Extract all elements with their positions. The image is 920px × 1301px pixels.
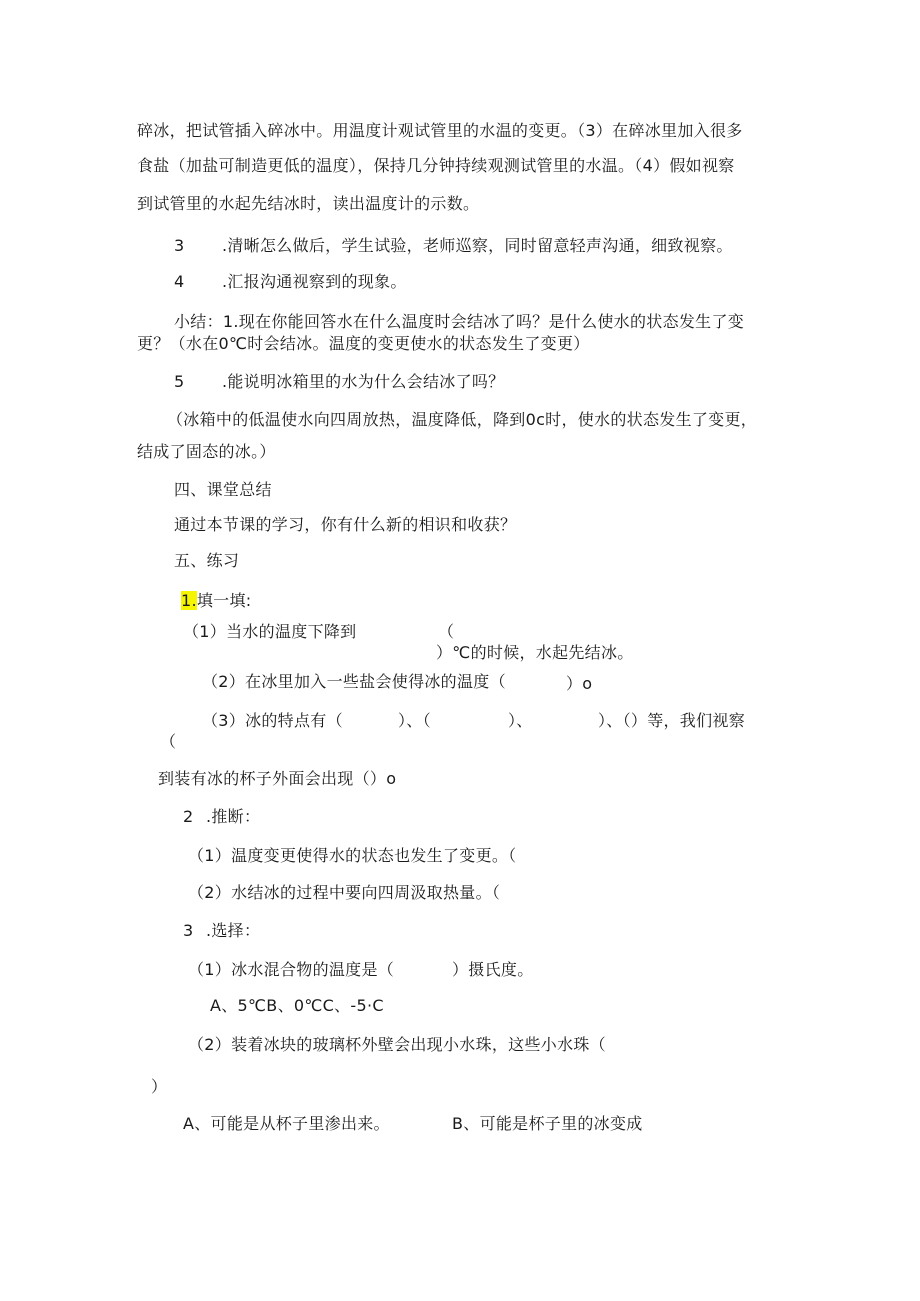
blank-paren: ） xyxy=(151,1077,168,1096)
summary-line: 小结：1.现在你能回答水在什么温度时会结冰了吗？是什么使水的状态发生了变 xyxy=(174,312,745,331)
question-label: .选择： xyxy=(206,921,261,940)
question-line: ）摄氏度。 xyxy=(452,960,534,979)
question-1-heading xyxy=(181,591,251,611)
question-line: （2）水结冰的过程中要向四周汲取热量。（ xyxy=(188,883,501,902)
section-heading: 四、课堂总结 xyxy=(174,480,272,499)
blank-paren: （ xyxy=(160,732,177,751)
paragraph-line: 到试管里的水起先结冰时，读出温度计的示数。 xyxy=(137,194,480,213)
question-label: 填一填: xyxy=(196,591,252,610)
section-heading: 五、练习 xyxy=(174,551,240,570)
step-text: .汇报沟通视察到的现象。 xyxy=(222,272,407,291)
answer-options: A、5℃B、0℃C、-5·C xyxy=(210,996,384,1015)
step-number: 3 xyxy=(174,236,185,255)
question-line: （1）当水的温度下降到 xyxy=(183,622,357,641)
question-label: .推断： xyxy=(206,807,261,826)
question-line: ）、（）等，我们视察 xyxy=(598,711,746,730)
paragraph-line: 食盐（加盐可制造更低的温度），保持几分钟持续观测试管里的水温。（4）假如视察 xyxy=(137,156,735,175)
paragraph-line: 碎冰，把试管插入碎冰中。用温度计观试管里的水温的变更。（3）在碎冰里加入很多 xyxy=(137,121,743,140)
paragraph-line: （冰箱中的低温使水向四周放热，温度降低，降到0c时，使水的状态发生了变更， xyxy=(167,410,758,429)
question-line: （1）冰水混合物的温度是（ xyxy=(188,960,395,979)
answer-option-a: A、可能是从杯子里渗出来。 xyxy=(183,1114,390,1133)
paragraph-line: 通过本节课的学习，你有什么新的相识和收获？ xyxy=(174,515,517,534)
question-line: （1）温度变更使得水的状态也发生了变更。（ xyxy=(188,846,517,865)
blank-paren: （ xyxy=(438,622,455,641)
question-line: （2）装着冰块的玻璃杯外壁会出现小水珠，这些小水珠（ xyxy=(188,1035,606,1054)
question-line: （3）冰的特点有（ xyxy=(202,711,343,730)
answer-option-b: B、可能是杯子里的冰变成 xyxy=(452,1114,643,1133)
question-number-highlight: 1. xyxy=(181,591,197,610)
paragraph-line: 结成了固态的冰。） xyxy=(137,442,276,461)
question-line: ）℃的时候，水起先结冰。 xyxy=(436,643,634,662)
question-3-number: 3 xyxy=(183,921,194,940)
question-line: ）、 xyxy=(508,711,533,730)
question-line: ）o xyxy=(566,674,593,693)
step-text: .能说明冰箱里的水为什么会结冰了吗？ xyxy=(222,372,505,391)
step-number: 5 xyxy=(174,372,185,391)
step-text: .清晰怎么做后，学生试验，老师巡察，同时留意轻声沟通，细致视察。 xyxy=(222,236,733,255)
question-line: （2）在冰里加入一些盐会使得冰的温度（ xyxy=(202,672,506,691)
question-line: 到装有冰的杯子外面会出现（）o xyxy=(158,769,397,788)
step-number: 4 xyxy=(174,272,185,291)
question-line: ）、（ xyxy=(398,711,431,730)
summary-line: 更？（水在0℃时会结冰。温度的变更使水的状态发生了变更） xyxy=(137,334,590,353)
question-2-number: 2 xyxy=(183,807,194,826)
